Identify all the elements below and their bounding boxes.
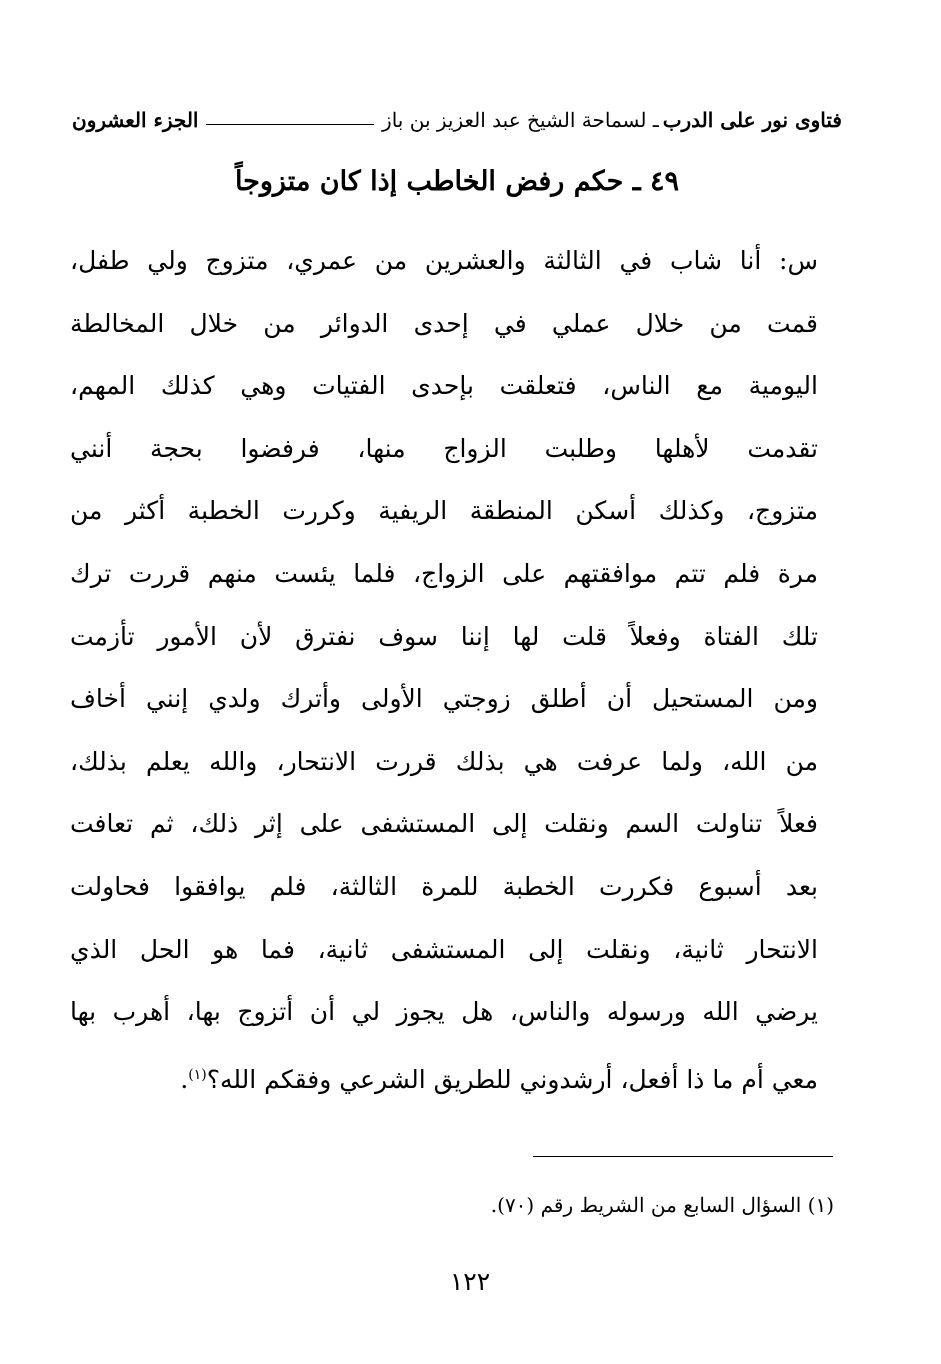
question-line: تقدمت لأهلها وطلبت الزواج منها، فرفضوا بحجة أنني	[70, 433, 818, 463]
question-line: اليومية مع الناس، فتعلقت بإحدى الفتيات وهي كذلك المهم،	[70, 371, 818, 401]
question-line: قمت من خلال عملي في إحدى الدوائر من خلال المخالطة	[70, 308, 818, 338]
question-line: الانتحار ثانية، ونقلت إلى المستشفى ثانية، فما هو الحل الذي	[70, 934, 818, 964]
question-line: يرضي الله ورسوله والناس، هل يجوز لي أن أتزوج بها، أهرب بها	[70, 997, 818, 1027]
running-header	[72, 104, 842, 136]
page-number: ١٢٢	[449, 1267, 491, 1296]
question-line: متزوج، وكذلك أسكن المنطقة الريفية وكررت الخطبة أكثر من	[70, 496, 818, 526]
question-line: ومن المستحيل أن أطلق زوجتي الأولى وأترك ولدي إنني أخاف	[70, 684, 818, 714]
question-line: فعلاً تناولت السم ونقلت إلى المستشفى على إثر ذلك، ثم تعافت	[70, 809, 818, 839]
question-line: مرة فلم تتم موافقتهم على الزواج، فلما يئست منهم قررت ترك	[70, 558, 818, 588]
header-author: ـ لسماحة الشيخ عبد العزيز بن باز	[382, 108, 659, 132]
question-line: معي أم ما ذا أفعل، أرشدوني للطريق الشرعي وفقكم الله؟	[206, 1064, 818, 1094]
footnote-separator	[533, 1156, 833, 1157]
header-part: الجزء العشرون	[72, 108, 199, 132]
question-last-line	[70, 1044, 818, 1107]
question-line: تلك الفتاة وفعلاً قلت لها إننا سوف نفترق لأن الأمور تأزمت	[70, 621, 818, 651]
question-line: س: أنا شاب في الثالثة والعشرين من عمري، متزوج ولي طفل،	[70, 246, 818, 275]
footnote-reference[interactable]: (١)	[188, 1066, 207, 1083]
header-book-title: فتاوى نور على الدرب	[662, 108, 842, 132]
chapter-title: ٤٩ ـ حكم رفض الخاطب إذا كان متزوجاً	[234, 166, 680, 197]
footnote: (١) السؤال السابع من الشريط رقم (٧٠).	[490, 1193, 834, 1217]
question-end-punctuation: .	[180, 1064, 189, 1094]
question-line: بعد أسبوع فكررت الخطبة للمرة الثالثة، فلم يوافقوا فحاولت	[70, 871, 818, 901]
question-line: من الله، ولما عرفت هي بذلك قررت الانتحار، والله يعلم بذلك،	[70, 746, 818, 776]
question-text	[70, 230, 818, 1106]
header-rule	[206, 124, 374, 125]
